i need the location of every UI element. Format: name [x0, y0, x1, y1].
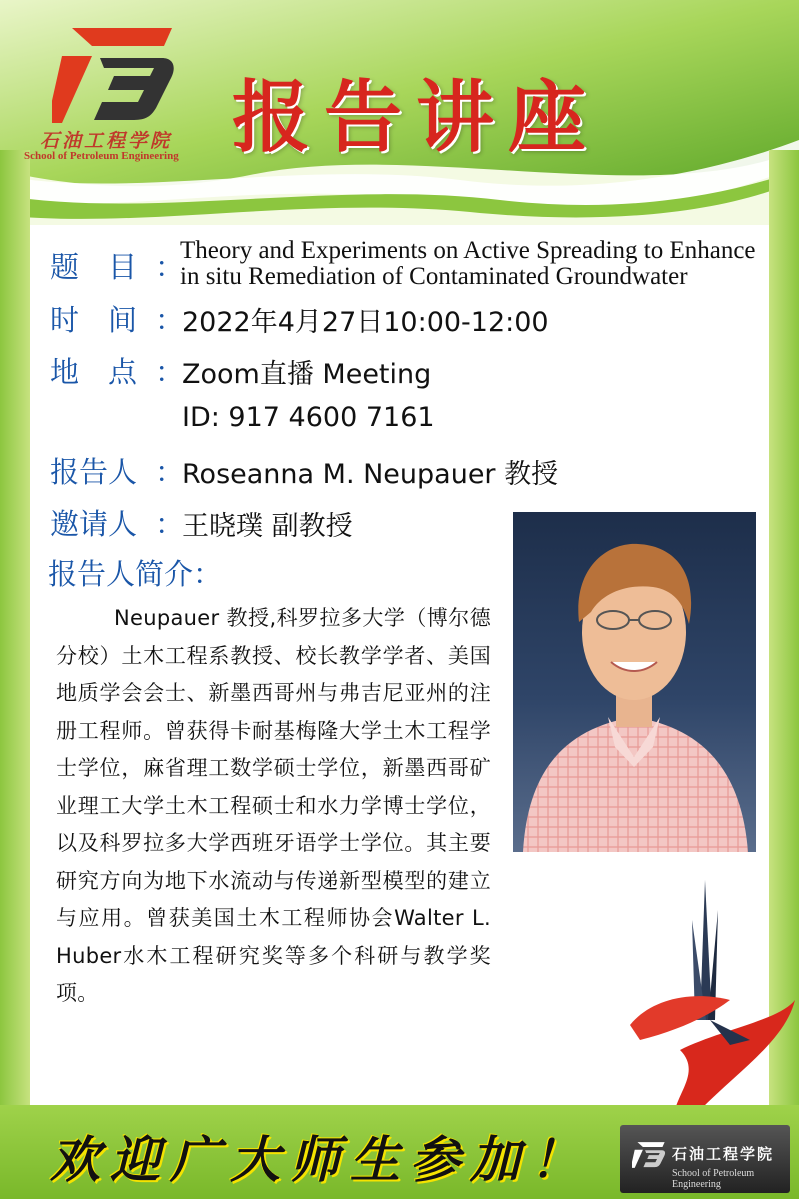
logo-english-name: School of Petroleum Engineering [24, 150, 179, 162]
logo-chinese-name: 石油工程学院 [40, 130, 173, 152]
school-logo-icon [52, 28, 177, 123]
host-colon: ： [155, 507, 185, 541]
bio-text: Neupauer 教授,科罗拉多大学（博尔德分校）土木工程系教授、校长教学学者、美国地质学会会士、新墨西哥州与弗吉尼亚州的注册工程师。曾获得卡耐基梅隆大学土木工程学士学位，麻省理工数学硕士学位，新墨西哥矿业理工大学土木工程硕士和水力学博士学位，以及科罗拉多大学西班牙语学士学位。其主要研究方向为地下水流动与传递新型模型的建立与应用。曾获美国土木工程师协会Walter L. Huber水木工程研究奖等多个科研与教学奖项。 [56, 606, 491, 1005]
topic-line-2: in situ Remediation of Contaminated Groundwater [180, 263, 688, 290]
topic-value [180, 238, 770, 290]
speaker-colon: ： [155, 455, 185, 489]
speaker-label: 报告人 [50, 455, 138, 489]
bio-heading: 报告人简介： [48, 557, 223, 591]
time-label: 时 间 [50, 303, 138, 337]
welcome-slogan: 欢迎广大师生参加！ [50, 1130, 590, 1189]
speaker-photo [513, 512, 756, 852]
badge-chinese-name: 石油工程学院 [672, 1145, 775, 1163]
speaker-portrait-icon [513, 512, 756, 852]
sculpture-icon [620, 880, 799, 1120]
page-title: 报告讲座 [232, 72, 601, 163]
badge-english-name: School of Petroleum Engineering [672, 1168, 755, 1190]
host-label: 邀请人 [50, 507, 138, 541]
topic-line-1: Theory and Experiments on Active Spreading to Enhance [180, 237, 756, 264]
speaker-value: Roseanna M. Neupauer 教授 [182, 459, 559, 490]
meeting-id: ID: 917 4600 7161 [182, 402, 435, 433]
topic-label: 题 目 [50, 250, 138, 284]
place-label: 地 点 [50, 355, 138, 389]
left-border [0, 150, 30, 1120]
time-value: 2022年4月27日10:00-12:00 [182, 307, 549, 338]
place-colon: ： [155, 355, 185, 389]
topic-colon: ： [155, 250, 185, 284]
host-value: 王晓璞 副教授 [182, 511, 353, 542]
place-value: Zoom直播 Meeting [182, 359, 432, 390]
time-colon: ： [155, 303, 185, 337]
badge-logo-icon [632, 1140, 666, 1170]
